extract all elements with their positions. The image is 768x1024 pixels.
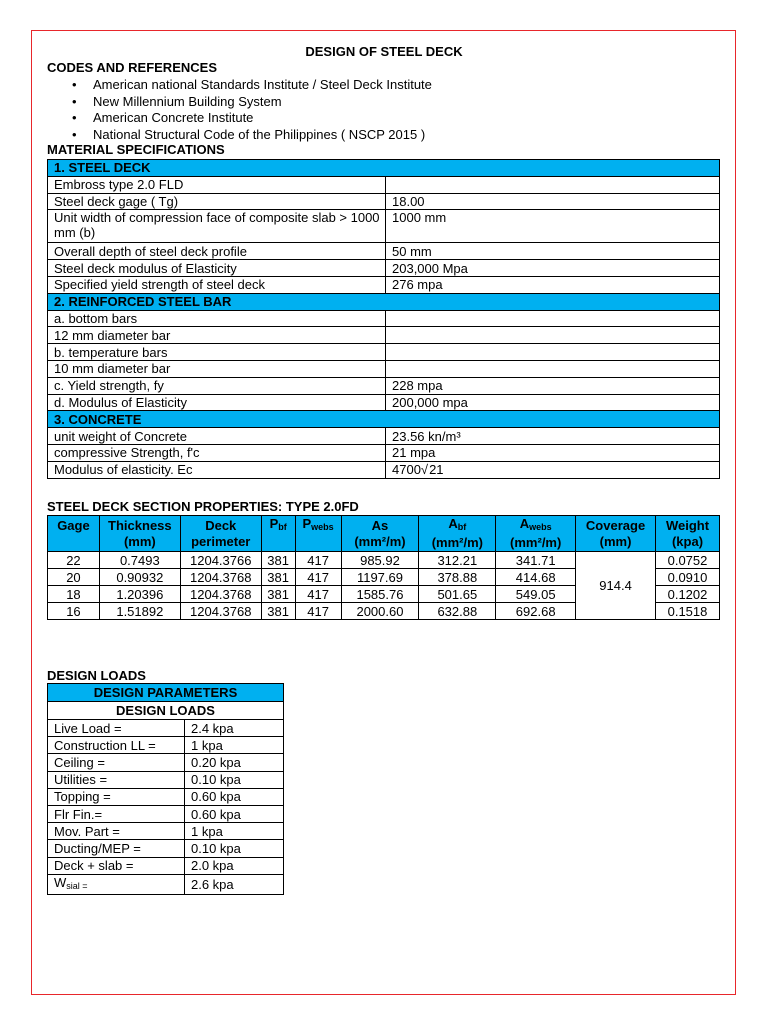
load-value: 0.60 kpa xyxy=(185,788,284,805)
cell-pwebs: 417 xyxy=(295,552,341,569)
design-loads-heading: DESIGN LOADS xyxy=(47,668,146,683)
references-list xyxy=(72,77,432,143)
load-row xyxy=(48,823,284,840)
load-row xyxy=(48,840,284,857)
spec-label: Overall depth of steel deck profile xyxy=(48,243,386,260)
spec-label: 12 mm diameter bar xyxy=(48,327,386,344)
cell-coverage: 914.4 xyxy=(576,552,656,620)
load-label: Mov. Part = xyxy=(48,823,185,840)
spec-value xyxy=(386,344,720,361)
spec-value: 203,000 Mpa xyxy=(386,260,720,277)
load-row xyxy=(48,857,284,874)
spec-label: Steel deck gage ( Tg) xyxy=(48,193,386,210)
section-properties-table xyxy=(47,515,720,620)
spec-label: Modulus of elasticity. Ec xyxy=(48,461,386,478)
cell-thickness: 0.7493 xyxy=(99,552,180,569)
col-perimeter: Deck perimeter xyxy=(180,516,261,552)
spec-value: 50 mm xyxy=(386,243,720,260)
ec-root: 21 xyxy=(429,462,444,478)
cell-pwebs: 417 xyxy=(295,569,341,586)
section-props-heading: STEEL DECK SECTION PROPERTIES: TYPE 2.0FD xyxy=(47,499,359,514)
load-value: 0.20 kpa xyxy=(185,754,284,771)
spec-label: c. Yield strength, fy xyxy=(48,377,386,394)
load-label: Ceiling = xyxy=(48,754,185,771)
spec-value: 276 mpa xyxy=(386,276,720,293)
rebar-header: 2. REINFORCED STEEL BAR xyxy=(48,293,720,310)
load-label: Deck + slab = xyxy=(48,857,185,874)
cell-gage: 18 xyxy=(48,586,100,603)
cell-pbf: 381 xyxy=(261,552,295,569)
total-load-label: $W_{sial =}$ xyxy=(48,874,185,894)
load-value: 1 kpa xyxy=(185,737,284,754)
design-loads-table xyxy=(47,683,284,895)
codes-heading: CODES AND REFERENCES xyxy=(47,60,217,75)
cell-awebs: 414.68 xyxy=(496,569,576,586)
spec-label: 10 mm diameter bar xyxy=(48,360,386,377)
section-header-row xyxy=(48,293,720,310)
table-row xyxy=(48,552,720,569)
load-label: Live Load = xyxy=(48,720,185,737)
spec-value: 228 mpa xyxy=(386,377,720,394)
spec-value xyxy=(386,310,720,327)
load-value: 1 kpa xyxy=(185,823,284,840)
cell-perimeter: 1204.3766 xyxy=(180,552,261,569)
spec-label: b. temperature bars xyxy=(48,344,386,361)
spec-label: Steel deck modulus of Elasticity xyxy=(48,260,386,277)
spec-label: a. bottom bars xyxy=(48,310,386,327)
document-title: DESIGN OF STEEL DECK xyxy=(305,44,463,59)
load-row xyxy=(48,771,284,788)
reference-item: • National Structural Code of the Philippines ( NSCP 2015 ) xyxy=(72,127,432,144)
spec-value: 200,000 mpa xyxy=(386,394,720,411)
reference-item: • American Concrete Institute xyxy=(72,110,432,127)
radical-sign: √ xyxy=(420,462,429,478)
col-awebs: $A_{webs}$ (mm²/m) xyxy=(496,516,576,552)
total-load-row xyxy=(48,874,284,894)
load-value: 0.10 kpa xyxy=(185,840,284,857)
spec-value: 23.56 kn/m³ xyxy=(386,428,720,445)
spec-label: Embross type 2.0 FLD xyxy=(48,176,386,193)
load-row xyxy=(48,720,284,737)
reference-item: • New Millennium Building System xyxy=(72,94,432,111)
spec-label: unit weight of Concrete xyxy=(48,428,386,445)
load-row xyxy=(48,737,284,754)
spec-value: 21 mpa xyxy=(386,444,720,461)
spec-value xyxy=(386,176,720,193)
spec-label: Unit width of compression face of composite slab > 1000 mm (b) xyxy=(48,210,386,243)
cell-thickness: 0.90932 xyxy=(99,569,180,586)
section-header-row xyxy=(48,411,720,428)
spec-label: Specified yield strength of steel deck xyxy=(48,276,386,293)
cell-pwebs: 417 xyxy=(295,603,341,620)
load-row xyxy=(48,805,284,822)
load-row xyxy=(48,788,284,805)
cell-pbf: 381 xyxy=(261,603,295,620)
concrete-header: 3. CONCRETE xyxy=(48,411,720,428)
col-coverage: Coverage (mm) xyxy=(576,516,656,552)
cell-gage: 20 xyxy=(48,569,100,586)
spec-value xyxy=(386,461,720,478)
material-specs-table xyxy=(47,159,720,479)
col-gage: Gage xyxy=(48,516,100,552)
ec-coefficient: 4700 xyxy=(392,462,421,478)
load-label: Topping = xyxy=(48,788,185,805)
cell-pwebs: 417 xyxy=(295,586,341,603)
cell-abf: 378.88 xyxy=(419,569,496,586)
col-weight: Weight (kpa) xyxy=(656,516,720,552)
load-row xyxy=(48,754,284,771)
spec-value xyxy=(386,360,720,377)
cell-weight: 0.1518 xyxy=(656,603,720,620)
cell-weight: 0.0910 xyxy=(656,569,720,586)
cell-perimeter: 1204.3768 xyxy=(180,603,261,620)
cell-abf: 312.21 xyxy=(419,552,496,569)
header-row xyxy=(48,516,720,552)
cell-perimeter: 1204.3768 xyxy=(180,586,261,603)
load-value: 0.60 kpa xyxy=(185,805,284,822)
cell-thickness: 1.20396 xyxy=(99,586,180,603)
load-value: 2.0 kpa xyxy=(185,857,284,874)
spec-value xyxy=(386,327,720,344)
reference-item: • American national Standards Institute / Steel Deck Institute xyxy=(72,77,432,94)
col-pwebs: $P_{webs}$ xyxy=(295,516,341,552)
cell-pbf: 381 xyxy=(261,586,295,603)
cell-as: 1585.76 xyxy=(341,586,419,603)
cell-awebs: 549.05 xyxy=(496,586,576,603)
load-label: Utilities = xyxy=(48,771,185,788)
col-thickness: Thickness (mm) xyxy=(99,516,180,552)
col-abf: $A_{bf}$ (mm²/m) xyxy=(419,516,496,552)
design-loads-subheader: DESIGN LOADS xyxy=(48,702,284,720)
cell-as: 985.92 xyxy=(341,552,419,569)
cell-thickness: 1.51892 xyxy=(99,603,180,620)
load-label: Ducting/MEP = xyxy=(48,840,185,857)
cell-abf: 501.65 xyxy=(419,586,496,603)
cell-abf: 632.88 xyxy=(419,603,496,620)
cell-as: 1197.69 xyxy=(341,569,419,586)
cell-gage: 16 xyxy=(48,603,100,620)
col-pbf: $P_{bf}$ xyxy=(261,516,295,552)
load-label: Construction LL = xyxy=(48,737,185,754)
col-as: As (mm²/m) xyxy=(341,516,419,552)
section-header-row xyxy=(48,160,720,177)
spec-value: 1000 mm xyxy=(386,210,720,243)
cell-gage: 22 xyxy=(48,552,100,569)
total-load-value: 2.6 kpa xyxy=(185,874,284,894)
cell-as: 2000.60 xyxy=(341,603,419,620)
spec-label: compressive Strength, f'c xyxy=(48,444,386,461)
spec-value: 18.00 xyxy=(386,193,720,210)
spec-label: d. Modulus of Elasticity xyxy=(48,394,386,411)
load-value: 0.10 kpa xyxy=(185,771,284,788)
cell-awebs: 692.68 xyxy=(496,603,576,620)
cell-weight: 0.1202 xyxy=(656,586,720,603)
cell-awebs: 341.71 xyxy=(496,552,576,569)
cell-pbf: 381 xyxy=(261,569,295,586)
load-value: 2.4 kpa xyxy=(185,720,284,737)
cell-weight: 0.0752 xyxy=(656,552,720,569)
material-specs-heading: MATERIAL SPECIFICATIONS xyxy=(47,142,225,157)
cell-perimeter: 1204.3768 xyxy=(180,569,261,586)
design-parameters-header: DESIGN PARAMETERS xyxy=(48,684,284,702)
steel-deck-header: 1. STEEL DECK xyxy=(48,160,720,177)
load-label: Flr Fin.= xyxy=(48,805,185,822)
